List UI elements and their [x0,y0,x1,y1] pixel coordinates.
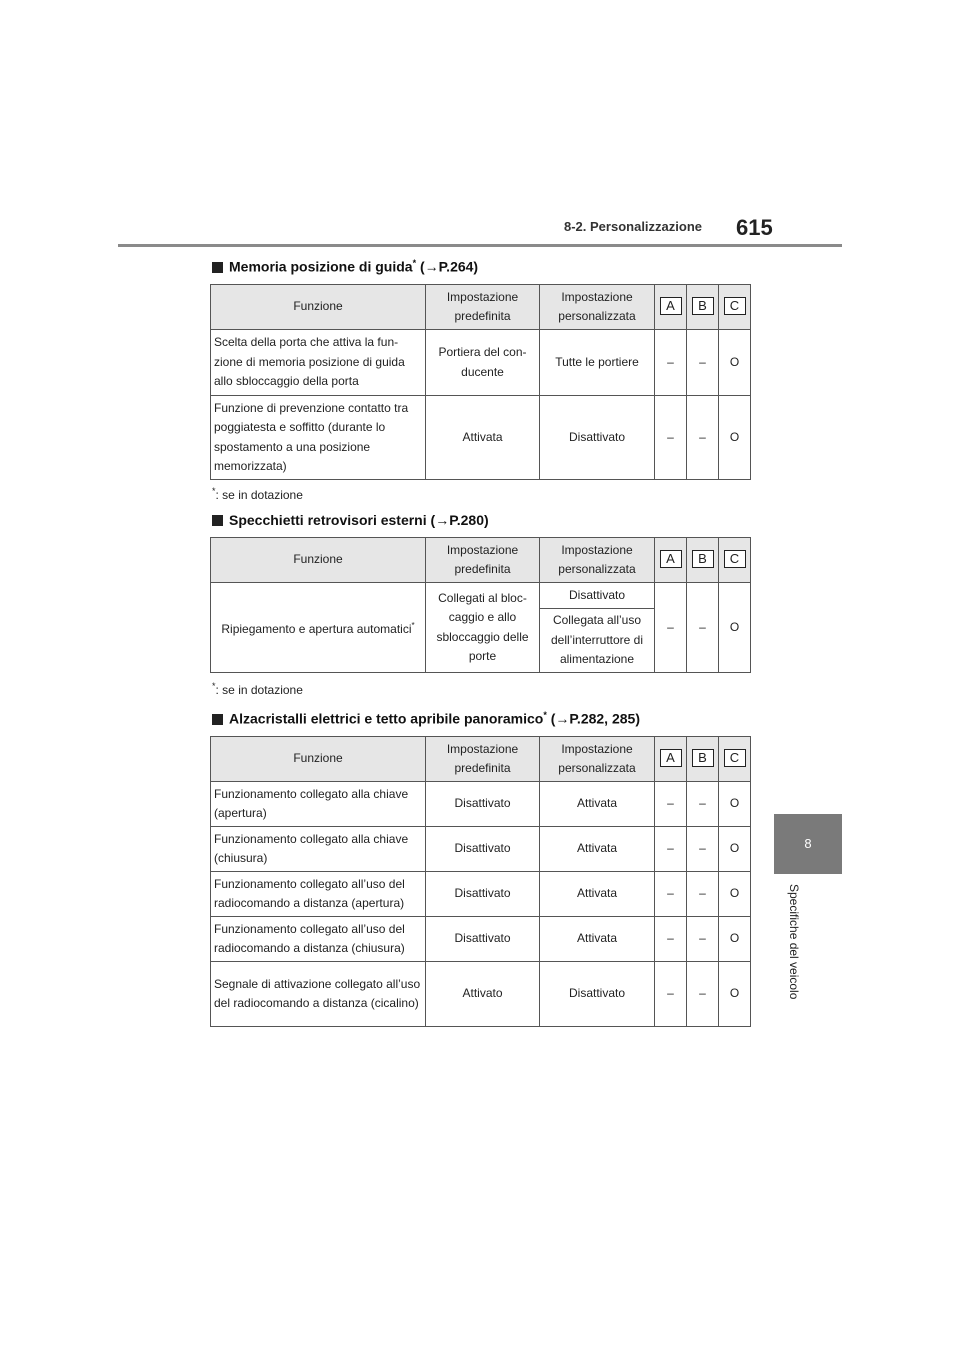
cell-c: O [719,917,751,962]
header-rule [118,244,842,247]
col-header-a [655,538,687,583]
page-reference: (→P.282, 285) [550,710,640,727]
chapter-number: 8 [804,836,812,851]
letter-a-icon: A [660,297,682,315]
cell-custom: Tutte le portiere [540,330,655,396]
col-header-c [719,285,751,330]
col-header-funzione: Funzione [211,538,426,583]
cell-b: – [687,330,719,396]
letter-b-icon: B [692,749,714,767]
letter-c-icon: C [724,297,746,315]
cell-custom: Collegata all’uso dell’interruttore di alimentazione [540,609,655,673]
cell-funzione: Funzionamento collegato all’uso del radiocomando a distanza (chiusura) [211,917,426,962]
col-header-b [687,737,719,782]
cell-b: – [687,917,719,962]
cell-c: O [719,827,751,872]
footnote-text: : se in dotazione [215,683,303,697]
col-header-a [655,285,687,330]
footnote-star: * [411,620,415,630]
footnote-star: * [212,486,216,496]
cell-custom: Attivata [540,917,655,962]
chapter-label: Specifiche del veicolo [787,884,801,1000]
cell-a: – [655,917,687,962]
col-header-b [687,538,719,583]
cell-funzione-text: Ripiegamento e apertura automatici [221,621,412,636]
col-header-a [655,737,687,782]
footnote-star: * [412,258,417,268]
cell-c: O [719,872,751,917]
page-reference: (→P.280) [430,512,489,528]
table-row [211,827,751,872]
square-bullet-icon [212,515,223,526]
table-row [211,583,751,609]
table-specchietti [210,537,751,673]
footnote-star: * [543,710,547,720]
cell-a: – [655,872,687,917]
cell-default: Attivata [426,396,540,480]
footnote-star: * [212,681,216,691]
footnote [212,681,303,697]
cell-default: Collegati al bloc-caggio e allo sbloccaggio delle porte [426,583,540,673]
letter-b-icon: B [692,297,714,315]
col-header-custom: Impostazione personalizzata [540,538,655,583]
cell-custom: Disattivato [540,396,655,480]
heading-text: Memoria posizione di guida [229,258,413,275]
cell-c: O [719,962,751,1027]
heading-text: Alzacristalli elettrici e tetto apribile panoramico [229,710,544,727]
col-header-c [719,538,751,583]
cell-funzione: Funzionamento collegato all’uso del radiocomando a distanza (apertura) [211,872,426,917]
cell-custom: Attivata [540,782,655,827]
cell-default: Attivato [426,962,540,1027]
square-bullet-icon [212,262,223,273]
table-row [211,872,751,917]
cell-a: – [655,330,687,396]
cell-funzione: Segnale di attivazione collegato all’uso del radiocomando a distanza (cicalino) [211,962,426,1027]
col-header-b [687,285,719,330]
col-header-custom: Impostazione personalizzata [540,285,655,330]
col-header-default: Impostazione predefinita [426,285,540,330]
cell-b: – [687,583,719,673]
letter-c-icon: C [724,550,746,568]
letter-c-icon: C [724,749,746,767]
cell-funzione: Funzione di prevenzione contatto tra poggiatesta e soffitto (durante lo spostamento a una posizione memorizzata) [211,396,426,480]
table-row [211,330,751,396]
col-header-funzione: Funzione [211,285,426,330]
cell-funzione: Scelta della porta che attiva la fun-zione di memoria posizione di guida allo sbloccaggio della porta [211,330,426,396]
table-alzacristalli [210,736,751,1027]
cell-b: – [687,827,719,872]
cell-custom: Disattivato [540,962,655,1027]
cell-a: – [655,782,687,827]
table-row [211,917,751,962]
col-header-default: Impostazione predefinita [426,737,540,782]
chapter-tab [774,814,842,874]
cell-b: – [687,782,719,827]
table-header-row [211,538,751,583]
table-header-row [211,737,751,782]
cell-b: – [687,962,719,1027]
cell-funzione: Funzionamento collegato alla chiave (chiusura) [211,827,426,872]
cell-a: – [655,962,687,1027]
cell-default: Disattivato [426,827,540,872]
cell-c: O [719,396,751,480]
table-row [211,396,751,480]
cell-b: – [687,872,719,917]
col-header-c [719,737,751,782]
section-heading-alzacristalli [212,710,640,727]
letter-a-icon: A [660,550,682,568]
cell-default: Disattivato [426,782,540,827]
col-header-funzione: Funzione [211,737,426,782]
col-header-default: Impostazione predefinita [426,538,540,583]
cell-c: O [719,782,751,827]
cell-custom: Attivata [540,872,655,917]
footnote [212,486,303,502]
square-bullet-icon [212,714,223,725]
heading-text: Specchietti retrovisori esterni [229,512,427,528]
section-title: 8-2. Personalizzazione [564,219,702,234]
section-heading-memoria [212,258,478,275]
cell-default: Disattivato [426,917,540,962]
page-number: 615 [736,215,773,240]
cell-funzione: Funzionamento collegato alla chiave (apertura) [211,782,426,827]
cell-funzione [211,583,426,673]
page-reference: (→P.264) [419,258,479,275]
letter-b-icon: B [692,550,714,568]
table-row [211,962,751,1027]
cell-custom: Attivata [540,827,655,872]
table-memoria [210,284,751,480]
cell-custom: Disattivato [540,583,655,609]
letter-a-icon: A [660,749,682,767]
cell-c: O [719,583,751,673]
section-heading-specchietti [212,512,489,528]
cell-a: – [655,583,687,673]
footnote-text: : se in dotazione [215,488,303,502]
cell-a: – [655,827,687,872]
table-header-row [211,285,751,330]
cell-default: Portiera del con-ducente [426,330,540,396]
table-row [211,782,751,827]
col-header-custom: Impostazione personalizzata [540,737,655,782]
cell-a: – [655,396,687,480]
cell-c: O [719,330,751,396]
cell-b: – [687,396,719,480]
cell-default: Disattivato [426,872,540,917]
